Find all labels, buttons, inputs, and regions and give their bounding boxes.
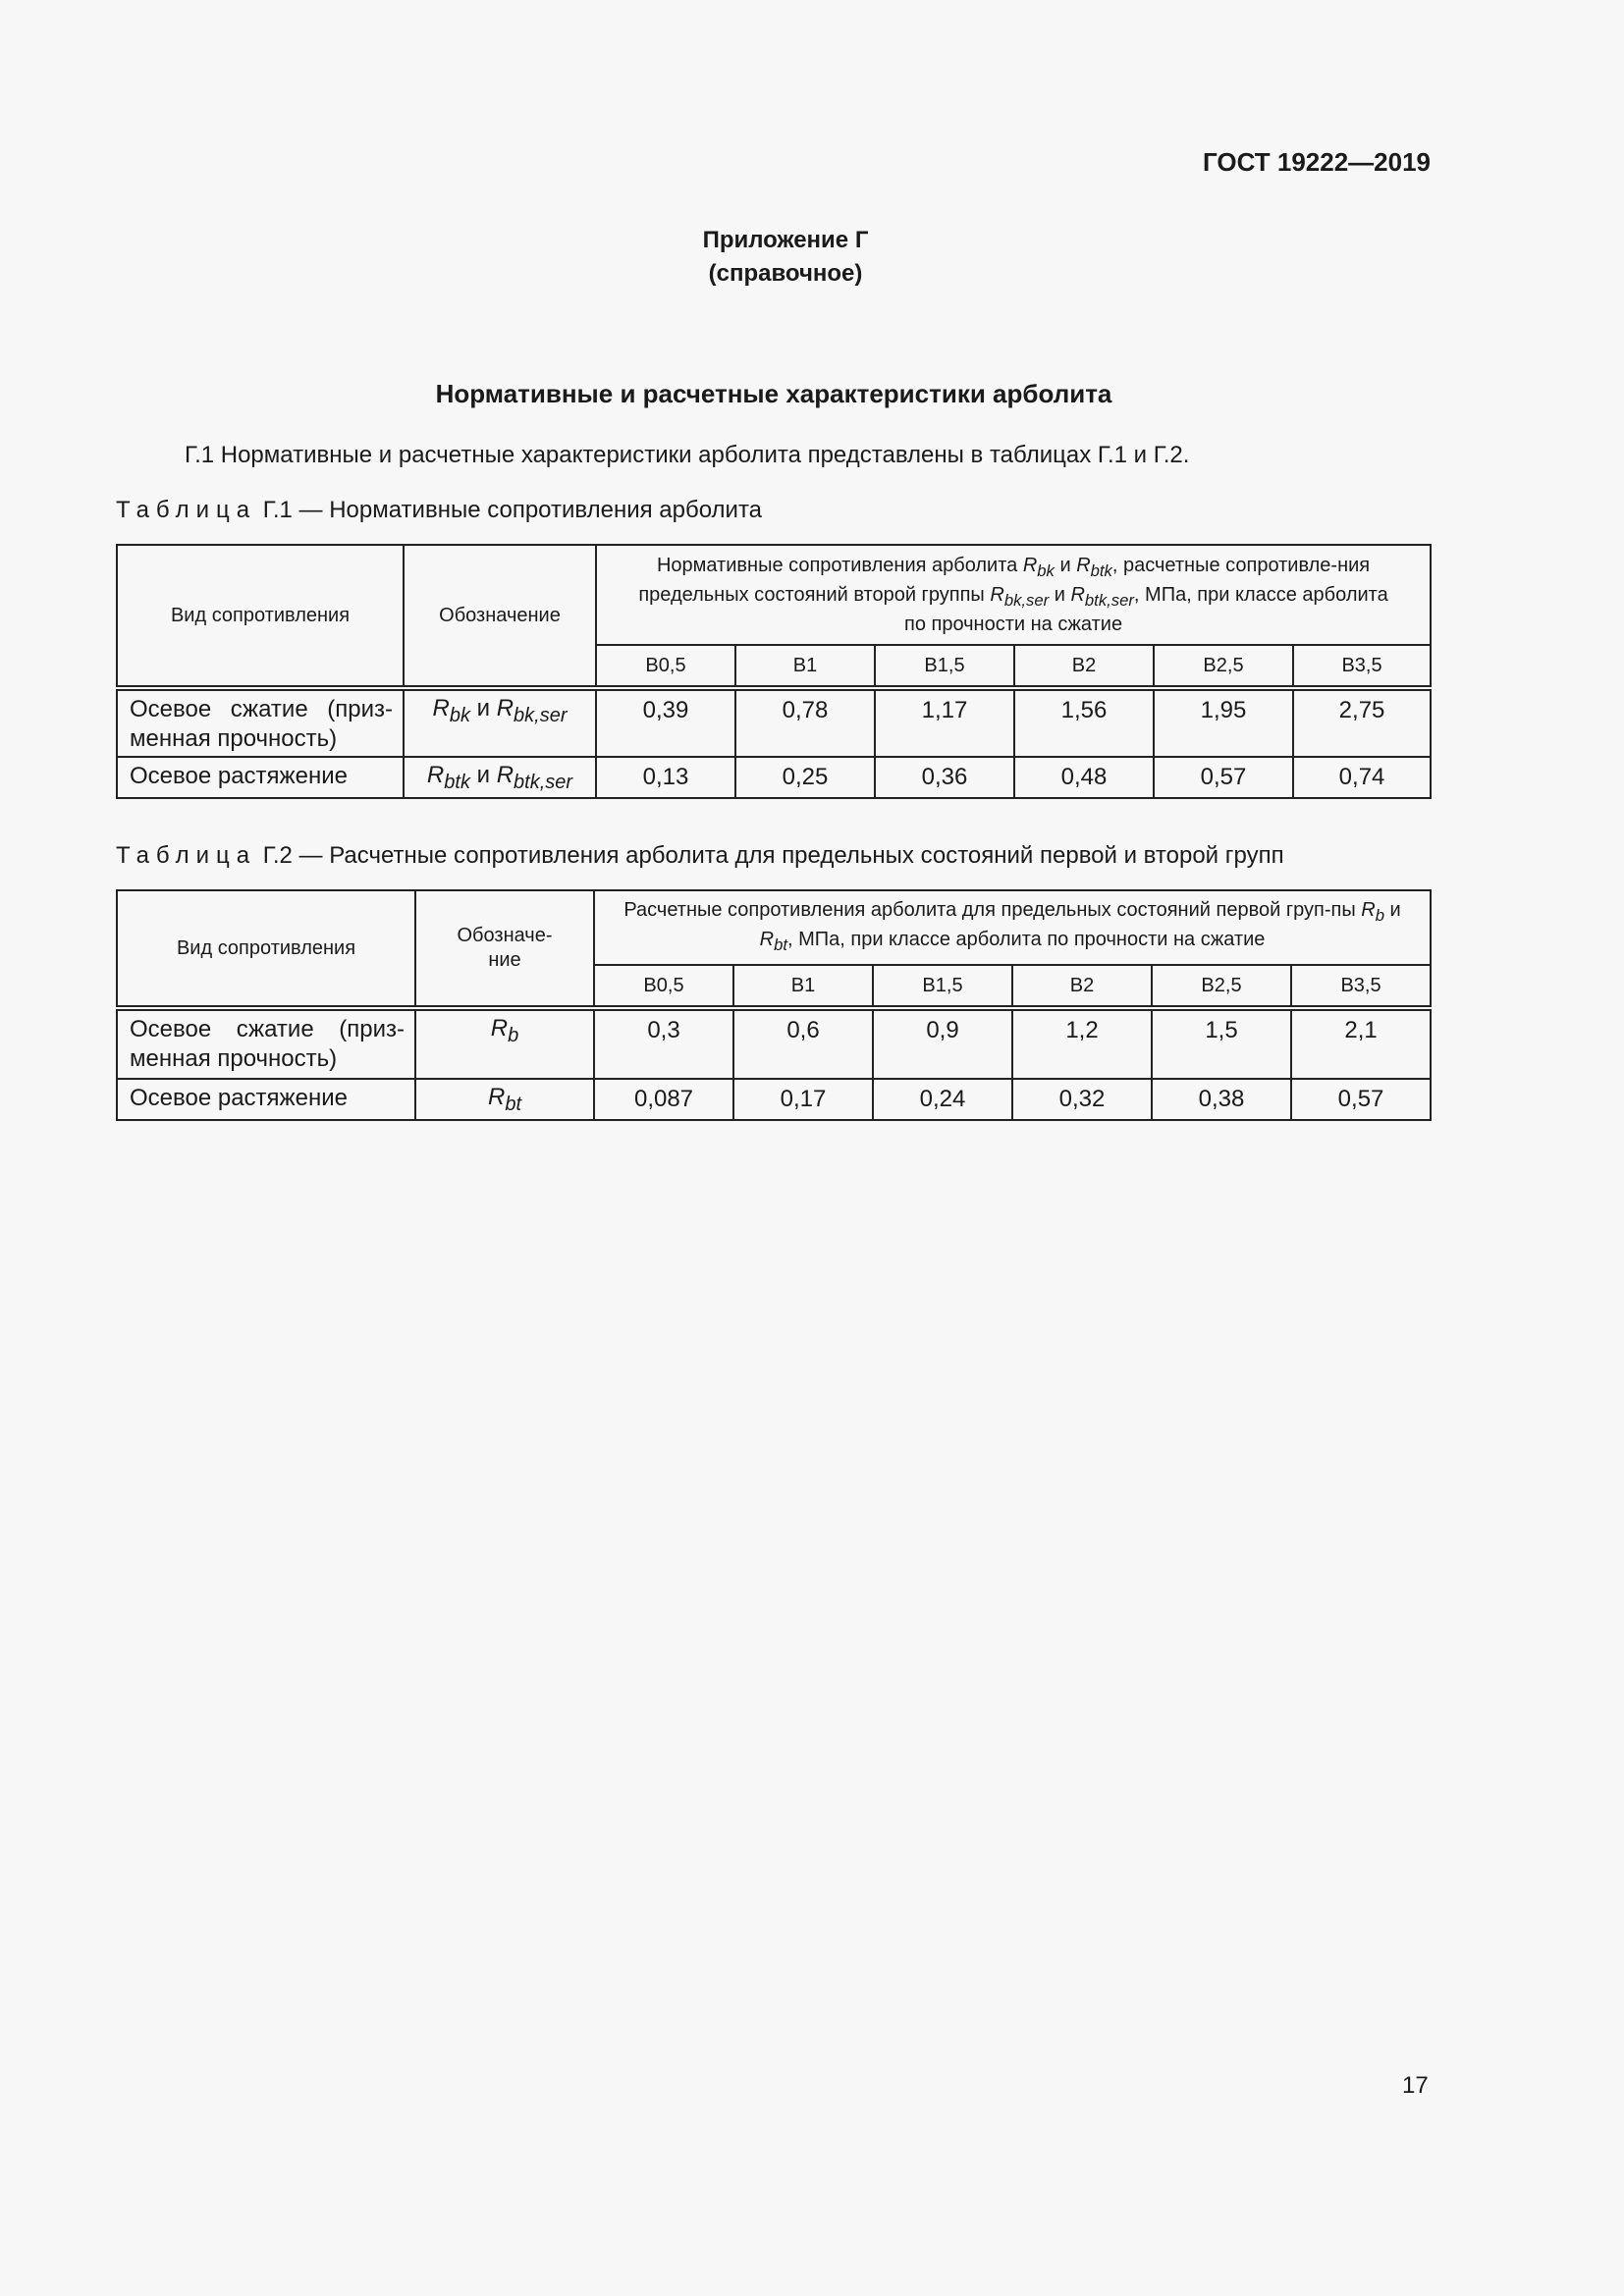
sym-sub: bt [505,1093,522,1115]
sym: R [496,695,514,721]
t2-gh-sub: b [1375,906,1384,925]
t1-gh-sub: btk,ser [1084,590,1134,610]
page-number: 17 [1402,2072,1429,2099]
sym-sub: bk [449,704,470,726]
sym-sub: btk [444,771,470,793]
sym: R [490,1015,509,1041]
table2 [116,889,1432,1121]
table1-class-header: B1,5 [875,645,1014,688]
t1-gh-sym: R [1070,583,1085,606]
table1-caption-prefix: Таблица [116,497,257,523]
table2-row-label: Осевое растяжение [117,1079,415,1120]
table1-cell: 1,17 [875,688,1014,757]
table2-col-symbol: Обозначе-ние [415,890,594,1008]
document-code: ГОСТ 19222—2019 [1203,147,1431,177]
table1-col-type: Вид сопротивления [117,545,404,688]
t1-gh-text: и [1054,554,1077,576]
table2-class-header: B1,5 [873,965,1012,1008]
table2-caption-number: Г.2 [256,842,293,869]
table1-row-label: Осевое растяжение [117,757,404,798]
table1-class-header: B2,5 [1154,645,1293,688]
t1-gh-text: и [1049,583,1071,606]
table1-cell: 0,25 [735,757,875,798]
table1-cell: 0,78 [735,688,875,757]
table-row [117,688,1431,757]
sym-sub: b [508,1024,519,1046]
table2-class-header: B1 [733,965,873,1008]
annex-heading [0,224,1571,291]
table1-cell: 1,56 [1014,688,1154,757]
intro-paragraph: Г.1 Нормативные и расчетные характеристики арболита представлены в таблицах Г.1 и Г.2. [185,442,1190,468]
table2-cell: 0,6 [733,1008,873,1079]
table1-cell: 0,39 [596,688,735,757]
table1-caption-text: — Нормативные сопротивления арболита [292,497,763,523]
table2-caption-prefix: Таблица [116,842,257,869]
table2-cell: 1,5 [1152,1008,1291,1079]
table2-cell: 0,57 [1291,1079,1431,1120]
table2-cell: 0,32 [1012,1079,1152,1120]
table1-cell: 0,74 [1293,757,1431,798]
table2-row-symbol [415,1079,594,1120]
t2-gh-text: , МПа, при классе арболита по прочности на сжатие [786,929,1266,950]
section-title: Нормативные и расчетные характеристики арболита [435,379,1112,408]
sym: R [496,762,514,788]
table2-group-header [594,890,1431,965]
sym-sub: btk,ser [514,771,573,793]
table1-cell: 0,57 [1154,757,1293,798]
table-row [117,757,1431,798]
t1-gh-sub: btk [1090,561,1112,580]
annex-title: Приложение Г [702,227,869,253]
t2-gh-sym: R [1361,899,1376,921]
table2-cell: 2,1 [1291,1008,1431,1079]
sym-sub: bk,ser [514,704,568,726]
table2-row-label: Осевое сжатие (приз-менная прочность) [117,1008,415,1079]
table-row [117,1008,1431,1079]
table2-class-header: B2 [1012,965,1152,1008]
table2-cell: 0,9 [873,1008,1012,1079]
t1-gh-text: , МПа, при классе арболита по прочности на сжатие [903,583,1388,635]
table1-cell: 2,75 [1293,688,1431,757]
t1-gh-text: , расчетные сопротивле-ния предельных состояний второй группы [638,554,1371,606]
table1-class-header: B2 [1014,645,1154,688]
t2-gh-text: Расчетные сопротивления арболита для предельных состояний первой груп-пы [623,899,1362,921]
table2-cell: 0,17 [733,1079,873,1120]
table1-group-header [596,545,1431,645]
table2-cell: 0,38 [1152,1079,1291,1120]
table2-cell: 0,3 [594,1008,733,1079]
table2-class-header: B2,5 [1152,965,1291,1008]
t1-gh-sub: bk,ser [1003,590,1050,610]
table2-caption [116,842,1284,870]
table1-caption [116,497,762,524]
t1-gh-sym: R [1022,554,1038,576]
t1-gh-sym: R [1076,554,1091,576]
table1 [116,544,1432,799]
table1-cell: 0,13 [596,757,735,798]
table1-row-label: Осевое сжатие (приз-менная прочность) [117,688,404,757]
t2-gh-sub: bt [774,935,787,954]
table1-class-header: B1 [735,645,875,688]
table1-cell: 0,36 [875,757,1014,798]
table1-class-header: B3,5 [1293,645,1431,688]
t2-gh-text: и [1384,899,1401,921]
annex-subtitle: (справочное) [708,260,863,287]
table1-cell: 0,48 [1014,757,1154,798]
table1-row-symbol [404,688,596,757]
table1-cell: 1,95 [1154,688,1293,757]
t2-gh-sym: R [759,929,775,950]
sym: R [487,1084,506,1110]
table2-col-type: Вид сопротивления [117,890,415,1008]
table2-cell: 0,24 [873,1079,1012,1120]
table1-caption-number: Г.1 [256,497,293,523]
table2-row-symbol [415,1008,594,1079]
conj: и [469,695,497,721]
table1-row-symbol [404,757,596,798]
table1-col-symbol: Обозначение [404,545,596,688]
table-row [117,1079,1431,1120]
sym: R [432,695,450,721]
table1-class-header: B0,5 [596,645,735,688]
t1-gh-sub: bk [1037,561,1055,580]
t1-gh-sym: R [990,583,1004,606]
table2-cell: 0,087 [594,1079,733,1120]
sym: R [426,762,445,788]
t1-gh-text: Нормативные сопротивления арболита [656,554,1023,576]
conj: и [469,762,497,788]
table2-cell: 1,2 [1012,1008,1152,1079]
table2-caption-text: — Расчетные сопротивления арболита для предельных состояний первой и второй групп [292,842,1284,869]
table2-class-header: B0,5 [594,965,733,1008]
table2-class-header: B3,5 [1291,965,1431,1008]
